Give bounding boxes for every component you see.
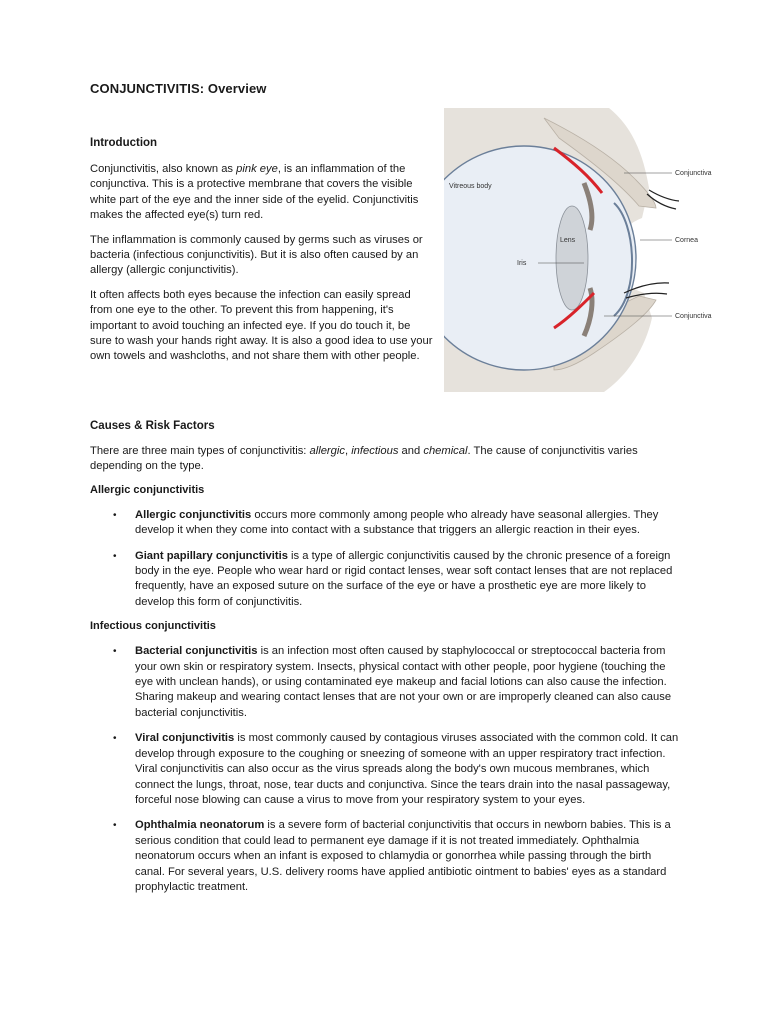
lens-shape	[556, 206, 588, 310]
allergic-heading: Allergic conjunctivitis	[90, 483, 205, 496]
intro-p1-text-a: Conjunctivitis, also known as	[90, 163, 237, 175]
causes-heading: Causes & Risk Factors	[90, 420, 215, 432]
causes-intro-a: There are three main types of conjunctivitis:	[90, 445, 310, 457]
list-item-term: Giant papillary conjunctivitis	[135, 549, 288, 562]
label-vitreous-body: Vitreous body	[449, 183, 492, 190]
label-conjunctiva-top: Conjunctiva	[675, 170, 712, 177]
list-item-text: is most commonly caused by contagious viruses associated with the common cold. It can develop through exposure to the coughing or sneezing of someone with an upper respiratory tract infection. Viral conjunctivitis can also occur as the virus spreads along the body's own mucous membranes, which connect the lungs, throat, nose, tear ducts and conjunctiva. Since the tears drain into the nasal passageway, forceful nose blowing can cause a virus to move from your respiratory system to your eyes.	[135, 732, 679, 806]
infectious-list	[90, 644, 682, 895]
list-item-term: Bacterial conjunctivitis	[135, 645, 258, 658]
causes-intro	[90, 444, 682, 475]
list-item-text: is an infection most often caused by staphylococcal or streptococcal bacteria from your own skin or respiratory system. Insects, physical contact with other people, poor hygiene (touching the eye with unclean hands), or using contaminated eye makeup and facial lotions can also cause the infection. Sharing makeup and wearing contact lenses that are not your own or are improperly cleaned can also cause bacterial conjunctivitis.	[135, 645, 672, 719]
eye-anatomy-figure	[444, 108, 720, 392]
introduction-heading: Introduction	[90, 137, 158, 149]
bullet-icon: •	[113, 820, 117, 832]
bullet-icon: •	[113, 550, 117, 562]
causes-sep-1: ,	[344, 445, 352, 457]
causes-section	[90, 420, 682, 905]
intro-p1-emphasis: pink eye	[236, 163, 278, 175]
causes-type-chemical: chemical	[423, 445, 468, 457]
causes-intro-b: . The cause of conjunctivitis varies depending on the type.	[90, 445, 638, 473]
list-item	[90, 508, 682, 539]
list-item-term: Allergic conjunctivitis	[135, 508, 252, 521]
list-item	[90, 731, 682, 808]
infectious-heading: Infectious conjunctivitis	[90, 620, 216, 633]
allergic-list	[90, 508, 682, 610]
intro-p1-text-b: , is an inflammation of the conjunctiva. This is a protective membrane that covers the visible white part of the eye and the inner side of the eyelid. Conjunctivitis makes the affected eye(s) turn red.	[90, 163, 419, 222]
list-item-text: is a type of allergic conjunctivitis caused by the chronic presence of a foreign body in the eye. People who wear hard or rigid contact lenses, wear soft contact lenses that are not replaced frequently, have an exposed suture on the surface of the eye or have a prosthetic eye are more likely to develop this form of conjunctivitis.	[135, 549, 673, 608]
list-item	[90, 644, 682, 721]
eye-anatomy-diagram	[444, 108, 720, 392]
bullet-icon: •	[113, 646, 117, 658]
label-iris: Iris	[517, 260, 527, 267]
causes-type-allergic: allergic	[309, 445, 345, 457]
causes-type-infectious: infectious	[351, 445, 399, 457]
intro-paragraph-1	[90, 162, 435, 224]
list-item	[90, 818, 682, 895]
introduction-text	[90, 162, 435, 374]
causes-sep-2: and	[398, 445, 424, 457]
list-item-text: occurs more commonly among people who already have seasonal allergies. They develop it when they come into contact with a substance that triggers an allergic reaction in their eyes.	[135, 508, 659, 537]
list-item-term: Ophthalmia neonatorum	[135, 819, 265, 832]
intro-paragraph-3: It often affects both eyes because the infection can easily spread from one eye to the other. To prevent this from happening, it's important to avoid touching an infected eye. If you do touch it, be sure to wash your hands right away. It is also a good idea to use your own towels and washcloths, and not share them with other people.	[90, 288, 433, 363]
label-conjunctiva-bottom: Conjunctiva	[675, 313, 712, 320]
list-item-text: is a severe form of bacterial conjunctivitis that occurs in newborn babies. This is a serious condition that could lead to permanent eye damage if it is not treated immediately. Ophthalmia neonatorum occurs when an infant is exposed to chlamydia or gonorrhea while passing through the birth canal. For several years, U.S. delivery rooms have applied antibiotic ointment to babies' eyes as a standard prophylactic treatment.	[135, 819, 671, 893]
label-cornea: Cornea	[675, 237, 698, 244]
bullet-icon: •	[113, 509, 117, 521]
label-lens: Lens	[560, 237, 576, 244]
list-item-term: Viral conjunctivitis	[135, 732, 235, 745]
list-item	[90, 549, 682, 611]
intro-paragraph-2: The inflammation is commonly caused by germs such as viruses or bacteria (infectious conjunctivitis). But it is also often caused by an allergy (allergic conjunctivitis).	[90, 233, 423, 277]
bullet-icon: •	[113, 733, 117, 745]
page-title: CONJUNCTIVITIS: Overview	[90, 81, 267, 96]
